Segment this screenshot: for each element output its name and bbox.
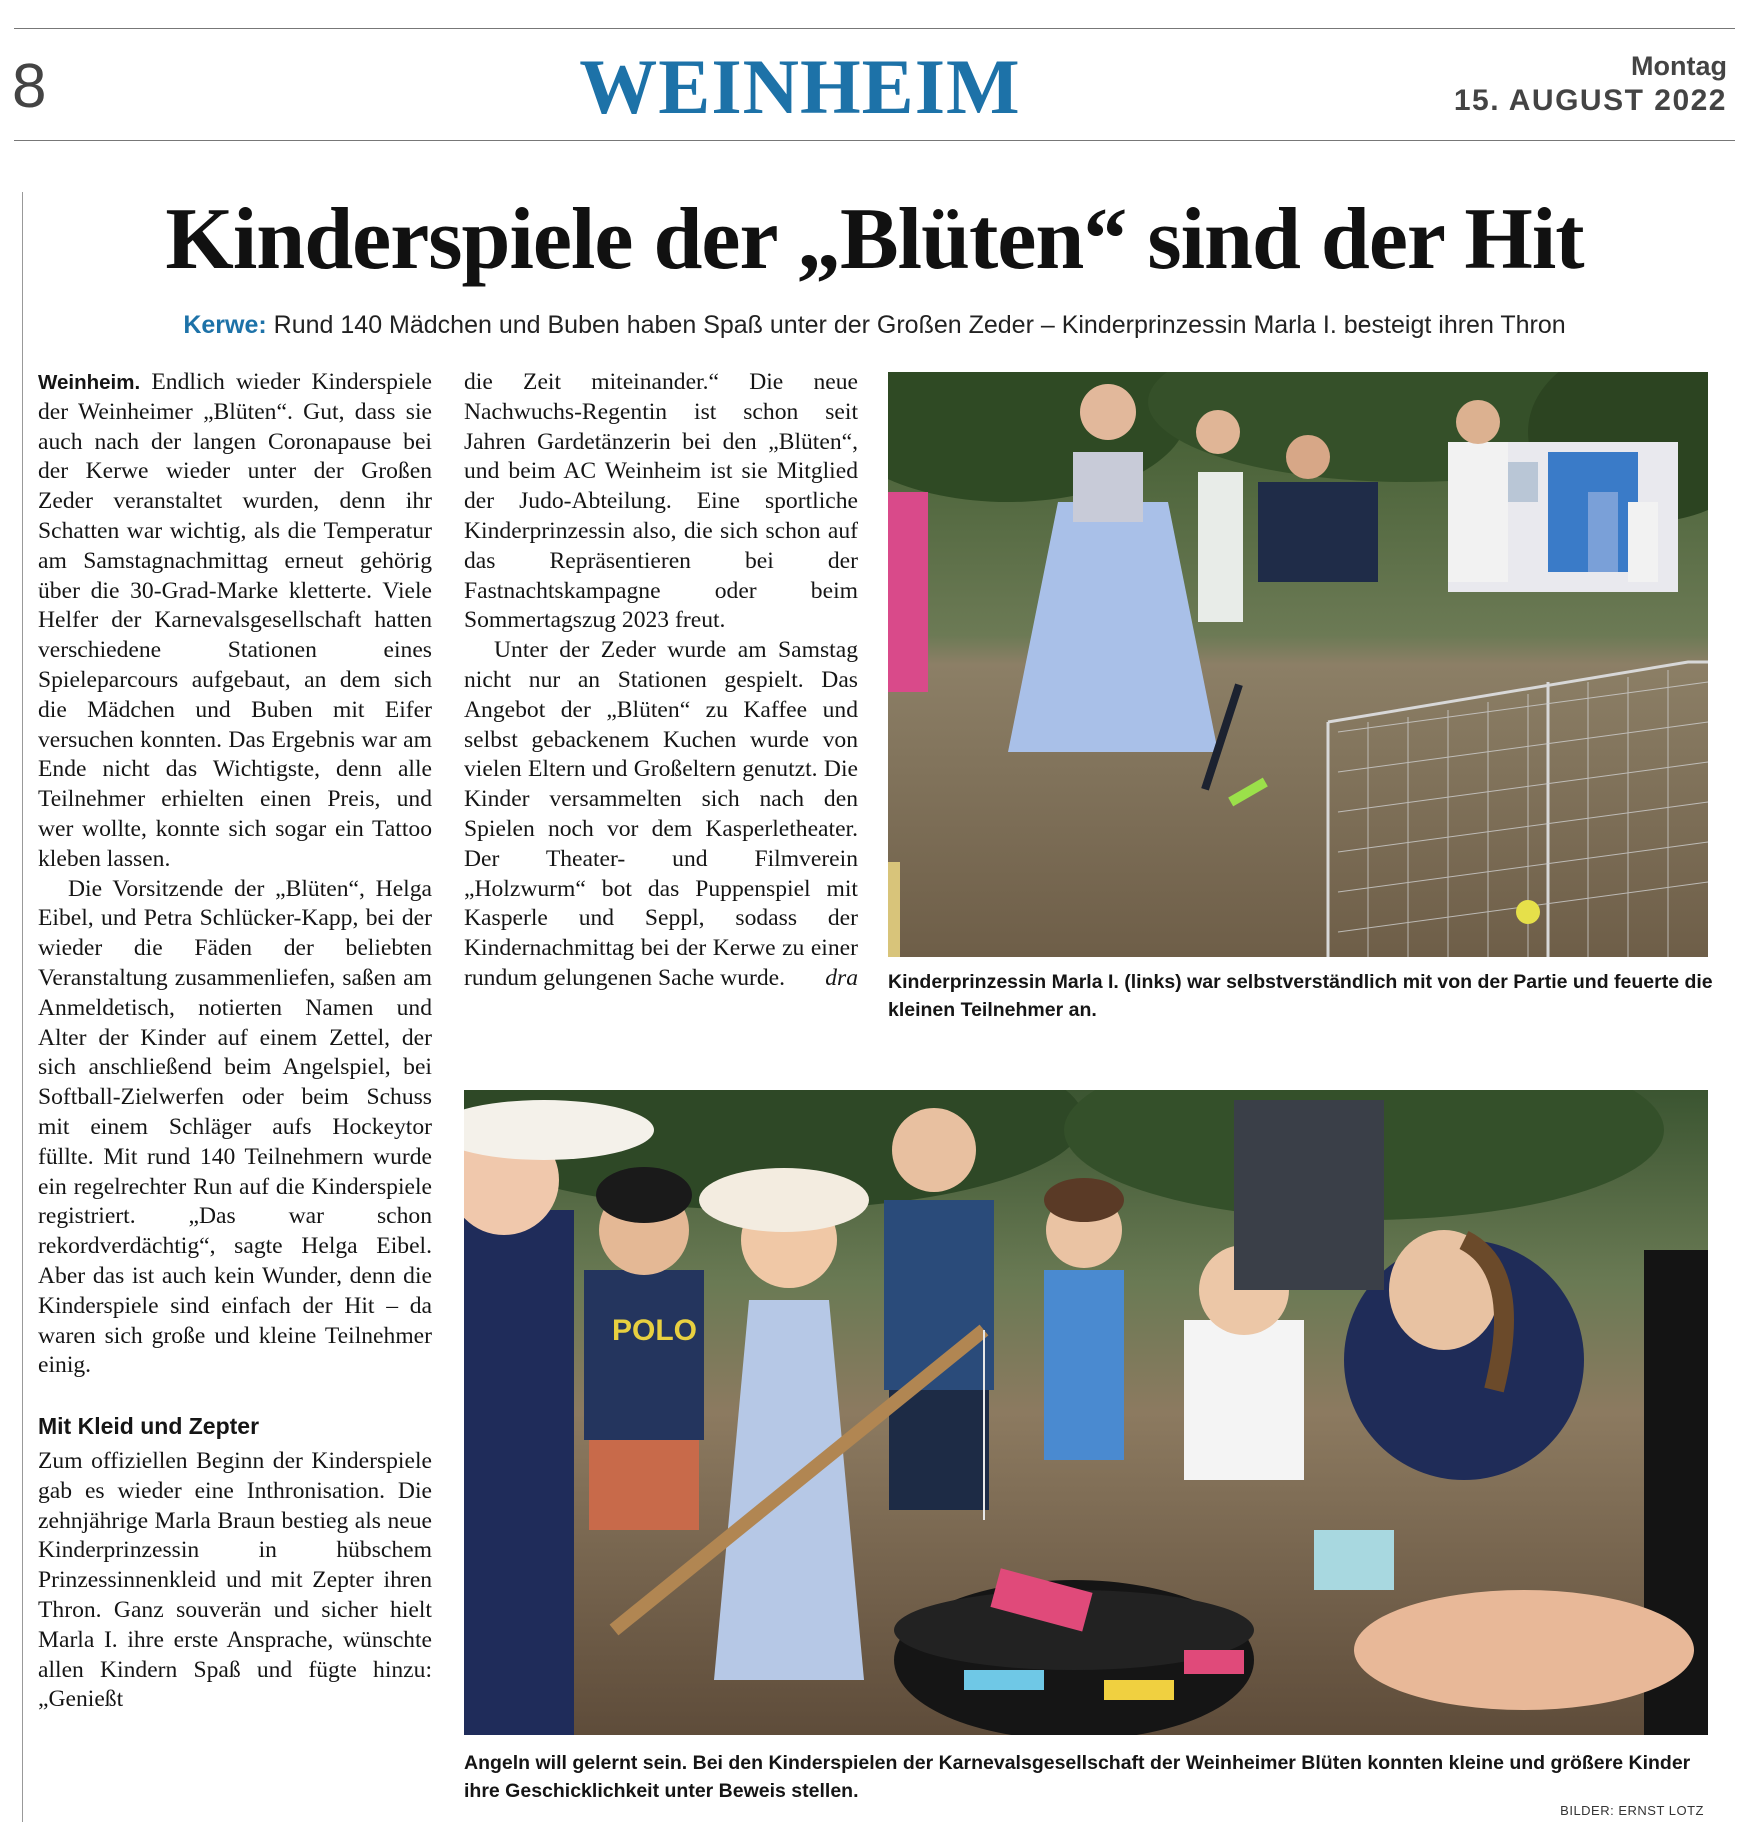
paragraph: Die Vorsitzende der „Blüten“, Helga Eibel, und Petra Schlücker-Kapp, bei der wieder die Fäden der beliebten Veranstaltung zusammenliefen, saßen am Anmeldetisch, notierten Namen und Alter der Kinder auf einem Zettel, der sich anschließend beim Angelspiel, bei Softball-Zielwerfen oder beim Schuss mit einem Schläger aufs Hockeytor füllte. Mit rund 140 Teilnehmern wurde ein regelrechter Run auf die Kinderspiele registriert. „Das war schon rekordverdächtig“, sagte Helga Eibel. Aber das ist auch kein Wunder, denn die Kinderspiele sind einfach der Hit – da waren sich große und kleine Teilnehmer einig.: [38, 875, 432, 1379]
photo-fishing-game-image: [464, 1090, 1708, 1735]
photo-fishing-game: [464, 1090, 1708, 1735]
paragraph: die Zeit miteinander.“ Die neue Nachwuchs-Regentin ist schon seit Jahren Gardetänzerin bei den „Blüten“, und beim AC Weinheim ist sie Mitglied der Judo-Abteilung. Eine sportliche Kinderprinzessin also, die sich schon auf das Repräsentieren bei der Fastnachtskampagne oder beim Sommertagszug 2023 freut.: [464, 369, 858, 634]
dateline: Weinheim.: [38, 371, 141, 394]
shirt-print: POLO: [612, 1314, 698, 1347]
paragraph-text: Endlich wieder Kinderspiele der Weinheimer „Blüten“. Gut, dass sie auch nach der langen Coronapause bei der Kerwe wieder unter der Großen Zeder veranstaltet wurden, denn ihr Schatten war wichtig, als die Temperatur am Samstagnachmittag erneut gehörig über die 30-Grad-Marke kletterte. Viele Helfer der Karnevalsgesellschaft hatten verschiedene Stationen eines Spieleparcours aufgebaut, an dem sich die Mädchen und Buben mit Eifer versuchen konnten. Das Ergebnis war am Ende nicht das Wichtigste, denn alle Teilnehmer erhielten einen Preis, und wer wollte, konnte sich sogar ein Tattoo kleben lassen.: [38, 369, 432, 872]
top-photo-caption: Kinderprinzessin Marla I. (links) war selbstverständlich mit von der Partie und feuerte die kleinen Teilnehmer an.: [888, 971, 1713, 1021]
header-rule: [14, 140, 1735, 141]
paragraph: [38, 368, 432, 875]
paragraph: [464, 636, 858, 994]
author-signature: dra: [825, 964, 858, 991]
bottom-photo-caption: Angeln will gelernt sein. Bei den Kinderspielen der Karnevalsgesellschaft der Weinheimer Blüten konnten kleine und größere Kinder ihre Geschicklichkeit unter Beweis stellen.: [464, 1752, 1691, 1802]
paragraph: Zum offiziellen Beginn der Kinderspiele gab es wieder eine Inthronisation. Die zehnjährige Marla Braun bestieg als neue Kinderprinzessin in hübschem Prinzessinnenkleid und mit Zepter ihren Thron. Ganz souverän und sicher hielt Marla I. ihre erste Ansprache, wünschte allen Kindern Spaß und fügte hinzu: „Genießt: [38, 1448, 432, 1713]
article-headline: Kinderspiele der „Blüten“ sind der Hit: [165, 191, 1584, 288]
text-column-2: [464, 368, 858, 994]
photo-princess: [888, 372, 1708, 957]
subheadline-text: Rund 140 Mädchen und Buben haben Spaß unter der Großen Zeder – Kinderprinzessin Marla I. besteigt ihren Thron: [273, 311, 1566, 339]
kicker: Kerwe:: [183, 311, 267, 339]
date-block: [1454, 50, 1727, 120]
column-rule: [22, 192, 23, 1822]
photo-credit: BILDER: ERNST LOTZ: [1560, 1803, 1704, 1818]
issue-date: 15. AUGUST 2022: [1453, 84, 1727, 117]
photo-princess-image: [888, 372, 1708, 957]
weekday: Montag: [1631, 51, 1727, 81]
text-column-1: [38, 368, 432, 1715]
masthead: WEINHEIM: [579, 43, 1021, 130]
intertitle: Mit Kleid und Zepter: [38, 1413, 260, 1440]
article-subheadline: [0, 308, 1749, 342]
top-rule: [14, 28, 1735, 29]
paragraph-text: Unter der Zeder wurde am Samstag nicht nur an Stationen gespielt. Das Angebot der „Blüten“ zu Kaffee und selbst gebackenem Kuchen wurde von vielen Eltern und Großeltern genutzt. Die Kinder versammelten sich nach den Spielen noch vor dem Kasperletheater. Der Theater- und Filmverein „Holzwurm“ bot das Puppenspiel mit Kasperle und Seppl, sodass der Kindernachmittag bei der Kerwe zu einer rundum gelungenen Sache wurde.: [464, 637, 858, 991]
page-number: 8: [12, 52, 47, 121]
